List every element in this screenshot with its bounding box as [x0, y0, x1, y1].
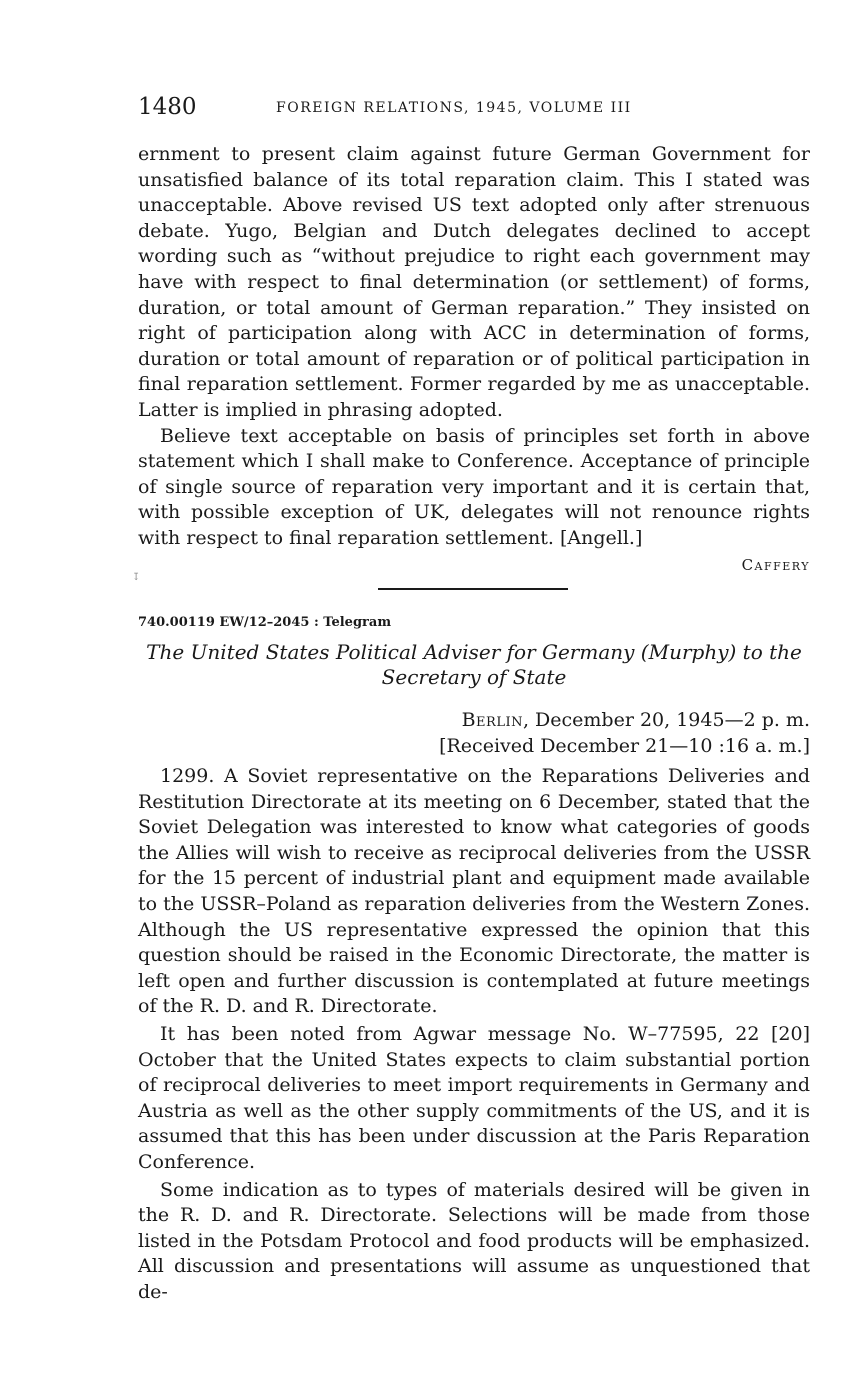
paragraph: ernment to present claim against future German Government for unsatisfied balance of its total reparation claim. This I stated was unacceptable. Above revised US text adopted only after strenuous debate. Yugo, Belgian and Dutch delegates declined to accept wording such as “without prejudice to right each government may have with respect to final determination (or settlement) of forms, duration, or total amount of German reparation.” They insisted on right of participation along with ACC in determination of forms, duration or total amount of reparation or of political participation in final reparation settlement. Former regarded by me as unacceptable. Latter is implied in phrasing adopted.: [138, 143, 810, 421]
file-reference: 740.00119 EW/12–2045 : Telegram: [138, 615, 392, 630]
document-title: [138, 640, 810, 690]
title-line: Secretary of State: [381, 665, 567, 689]
signature: Caffery: [741, 556, 810, 574]
dateline-place: Berlin: [461, 709, 523, 731]
sent-line: [138, 708, 810, 734]
paragraph: Believe text acceptable on basis of principles set forth in above statement which I shall make to Conference. Acceptance of principle of single source of reparation very important and it is certain that, with possible exception of UK, delegates will not renounce rights with respect to final reparation settlement. [Angell.]: [138, 424, 810, 549]
continued-telegram-text: [138, 142, 810, 552]
dateline-date: , December 20, 1945—2 p. m.: [522, 709, 810, 731]
section-divider: [378, 588, 568, 590]
paragraph: It has been noted from Agwar message No. W–77595, 22 [20] October that the United States expects to claim substantial portion of reciprocal deliveries to meet import requirements in Germany and Austria as well as the other supply commitments of the US, and it is assumed that this has been under discussion at the Paris Reparation Conference.: [138, 1022, 810, 1173]
received-line: [Received December 21—10 :16 a. m.]: [439, 734, 810, 757]
paragraph: 1299. A Soviet representative on the Reparations Deliveries and Restitution Directorate at its meeting on 6 December, stated that the Soviet Delegation was interested to know what categories of goods the Allies will wish to receive as reciprocal deliveries from the USSR for the 15 percent of industrial plant and equipment made available to the USSR–Poland as reparation deliveries from the Western Zones. Although the US representative expressed the opinion that this question should be raised in the Economic Directorate, the matter is left open and further discussion is contemplated at future meetings of the R. D. and R. Directorate.: [138, 765, 810, 1018]
page-header: [138, 94, 810, 124]
running-head: FOREIGN RELATIONS, 1945, VOLUME III: [276, 100, 632, 116]
title-line: The United States Political Adviser for Germany (Murphy) to the: [146, 640, 802, 664]
telegram-body: [138, 764, 810, 1307]
paragraph: Some indication as to types of materials desired will be given in the R. D. and R. Directorate. Selections will be made from those listed in the Potsdam Protocol and food products will be emphasized. All discussion and presentations will assume as unquestioned that de-: [138, 1178, 810, 1303]
stray-mark: ↧: [132, 572, 141, 583]
dateline: [138, 708, 810, 759]
page-number: 1480: [138, 94, 197, 120]
